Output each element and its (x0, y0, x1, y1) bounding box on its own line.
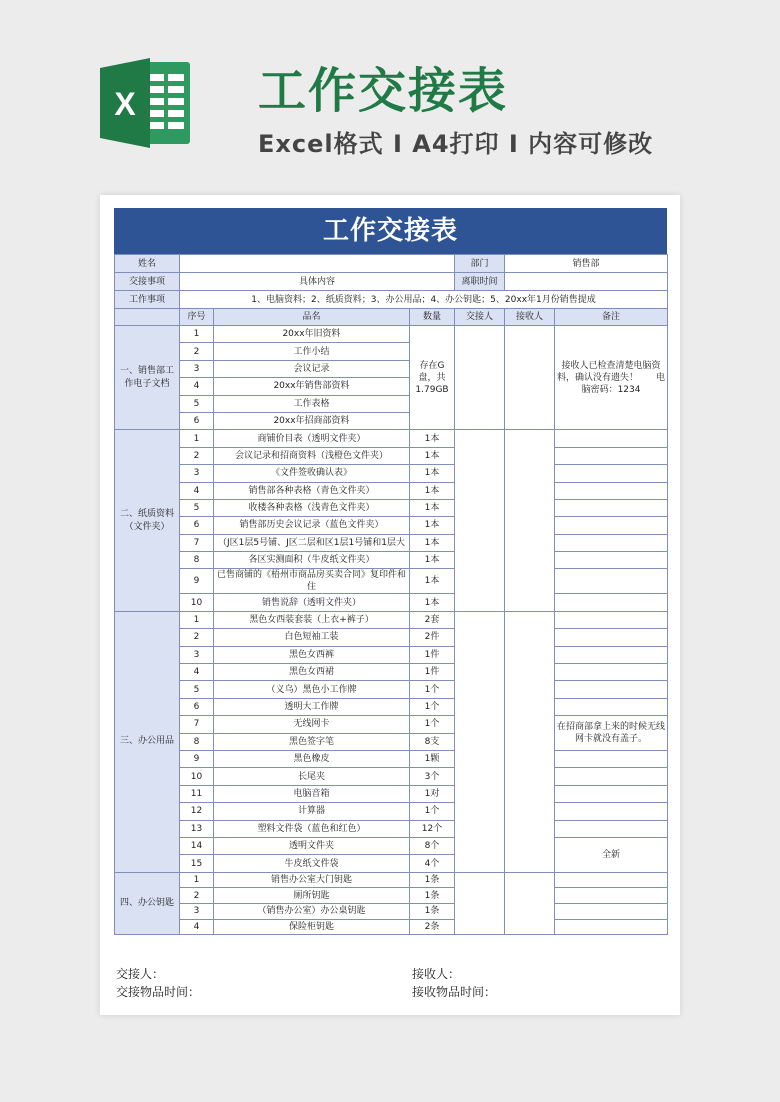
table-row (115, 326, 668, 343)
quantity-cell[interactable]: 1本 (410, 430, 455, 447)
banner (0, 0, 780, 190)
row-number: 5 (180, 395, 214, 412)
item-name[interactable]: 黑色签字笔 (214, 733, 410, 750)
column-header-row (115, 309, 668, 326)
row-number: 3 (180, 465, 214, 482)
quantity-cell[interactable]: 存在G盘，共1.79GB (410, 326, 455, 430)
table-row (115, 716, 668, 733)
quantity-cell[interactable]: 1本 (410, 569, 455, 594)
row-number: 1 (180, 430, 214, 447)
info-row-handover (115, 273, 668, 291)
note-cell[interactable] (555, 646, 668, 663)
quantity-cell[interactable]: 3个 (410, 768, 455, 785)
quantity-cell[interactable]: 12个 (410, 820, 455, 837)
quantity-cell[interactable]: 1本 (410, 552, 455, 569)
item-name[interactable]: 塑料文件袋（蓝色和红色） (214, 820, 410, 837)
note-cell[interactable] (555, 919, 668, 935)
table-row (115, 594, 668, 611)
table-row (115, 768, 668, 785)
table-row (115, 646, 668, 663)
quantity-cell[interactable]: 2件 (410, 629, 455, 646)
row-number: 7 (180, 716, 214, 733)
note-cell[interactable] (555, 517, 668, 534)
name-value[interactable] (180, 255, 455, 273)
row-number: 4 (180, 919, 214, 935)
table-row (115, 611, 668, 628)
note-header: 备注 (555, 309, 668, 326)
table-row (115, 698, 668, 715)
table-row (115, 430, 668, 447)
table-row (115, 517, 668, 534)
handover-item-label: 交接事项 (115, 273, 180, 291)
item-name[interactable]: 销售部历史会议记录（蓝色文件夹） (214, 517, 410, 534)
excel-icon (100, 58, 192, 148)
item-name[interactable]: 20xx年销售部资料 (214, 378, 410, 395)
item-name[interactable]: 会议记录 (214, 360, 410, 377)
row-number: 8 (180, 733, 214, 750)
item-name[interactable]: （义乌）黑色小工作牌 (214, 681, 410, 698)
row-number: 6 (180, 698, 214, 715)
table-row (115, 629, 668, 646)
quantity-cell[interactable]: 4个 (410, 855, 455, 872)
item-name[interactable]: 黑色女西裙 (214, 664, 410, 681)
note-cell[interactable] (555, 611, 668, 628)
handover-person-cell[interactable] (455, 430, 505, 612)
item-name[interactable]: 销售办公室大门钥匙 (214, 872, 410, 888)
row-number: 5 (180, 681, 214, 698)
row-number: 11 (180, 785, 214, 802)
quantity-cell[interactable]: 1条 (410, 903, 455, 919)
table-row (115, 664, 668, 681)
note-cell[interactable] (555, 594, 668, 611)
quantity-cell[interactable]: 1件 (410, 646, 455, 663)
receiver-header: 接收人 (505, 309, 555, 326)
row-number: 4 (180, 482, 214, 499)
handover-header: 交接人 (455, 309, 505, 326)
quantity-cell[interactable]: 8支 (410, 733, 455, 750)
leave-time-value[interactable] (505, 273, 668, 291)
handover-person-cell[interactable] (455, 872, 505, 934)
table-row (115, 681, 668, 698)
quantity-cell[interactable]: 1本 (410, 482, 455, 499)
note-cell[interactable] (555, 569, 668, 594)
item-name[interactable]: 透明大工作牌 (214, 698, 410, 715)
table-row (115, 750, 668, 767)
quantity-cell[interactable]: 1个 (410, 716, 455, 733)
quantity-cell[interactable]: 2套 (410, 611, 455, 628)
note-cell[interactable] (555, 785, 668, 802)
row-number: 9 (180, 750, 214, 767)
row-number: 2 (180, 888, 214, 904)
quantity-cell[interactable]: 1本 (410, 499, 455, 516)
quantity-cell[interactable]: 1对 (410, 785, 455, 802)
quantity-cell[interactable]: 2条 (410, 919, 455, 935)
category-cell: 二、纸质资料（文件夹） (115, 430, 180, 612)
note-cell[interactable] (555, 803, 668, 820)
note-cell[interactable] (555, 499, 668, 516)
row-number: 1 (180, 611, 214, 628)
item-name[interactable]: （销售办公室）办公桌钥匙 (214, 903, 410, 919)
item-name[interactable]: （J区1层5号铺、J区二层和区1层1号铺和1层大 (214, 534, 410, 551)
sheet-title: 工作交接表 (114, 208, 667, 254)
row-number: 15 (180, 855, 214, 872)
signature-footer (114, 965, 667, 1001)
item-name[interactable]: 白色短袖工装 (214, 629, 410, 646)
quantity-cell[interactable]: 1件 (410, 664, 455, 681)
receiver-label: 接收人： (412, 967, 461, 981)
excel-icon-letter: X (114, 86, 136, 122)
note-cell[interactable] (555, 552, 668, 569)
table-row (115, 820, 668, 837)
name-label: 姓名 (115, 255, 180, 273)
note-cell[interactable] (555, 698, 668, 715)
quantity-cell[interactable]: 1个 (410, 698, 455, 715)
item-name[interactable]: 黑色女西装套装（上衣+裤子） (214, 611, 410, 628)
table-row (115, 465, 668, 482)
item-name[interactable]: 黑色橡皮 (214, 750, 410, 767)
row-number: 6 (180, 517, 214, 534)
table-row (115, 903, 668, 919)
note-cell[interactable] (555, 430, 668, 447)
quantity-cell[interactable]: 1本 (410, 465, 455, 482)
row-number: 3 (180, 903, 214, 919)
item-name[interactable]: 已售商铺的《梧州市商品房买卖合同》复印件和住 (214, 569, 410, 594)
receiver-cell[interactable] (505, 430, 555, 612)
table-row (115, 447, 668, 464)
item-name[interactable]: 收楼各种表格（浅青色文件夹） (214, 499, 410, 516)
row-number: 1 (180, 872, 214, 888)
table-row (115, 552, 668, 569)
row-number: 1 (180, 326, 214, 343)
note-cell[interactable] (555, 768, 668, 785)
row-number: 9 (180, 569, 214, 594)
item-name[interactable]: 20xx年招商部资料 (214, 412, 410, 429)
item-name[interactable]: 工作表格 (214, 395, 410, 412)
item-name[interactable]: 商铺价目表（透明文件夹） (214, 430, 410, 447)
handover-person-label: 交接人： (116, 967, 165, 981)
quantity-cell[interactable]: 1个 (410, 803, 455, 820)
page-subtitle: Excel格式 I A4打印 I 内容可修改 (258, 130, 654, 158)
quantity-cell[interactable]: 1条 (410, 872, 455, 888)
item-name[interactable]: 各区实测面积（牛皮纸文件夹） (214, 552, 410, 569)
item-name[interactable]: 《文件签收确认表》 (214, 465, 410, 482)
note-cell[interactable] (555, 681, 668, 698)
table-row (115, 482, 668, 499)
row-number: 3 (180, 646, 214, 663)
item-header: 品名 (214, 309, 410, 326)
table-row (115, 919, 668, 935)
no-header: 序号 (180, 309, 214, 326)
category-cell: 三、办公用品 (115, 611, 180, 872)
row-number: 7 (180, 534, 214, 551)
table-row (115, 785, 668, 802)
handover-person-cell[interactable] (455, 611, 505, 872)
note-cell[interactable]: 接收人已检查清楚电脑资料，确认没有遗失！ 电脑密码：1234 (555, 326, 668, 430)
category-cell: 四、办公钥匙 (115, 872, 180, 934)
quantity-cell[interactable]: 1个 (410, 681, 455, 698)
row-number: 8 (180, 552, 214, 569)
document-paper (100, 195, 680, 1015)
dept-value[interactable]: 销售部 (505, 255, 668, 273)
receive-time-label: 接收物品时间： (412, 985, 497, 999)
table-row (115, 803, 668, 820)
note-cell[interactable] (555, 888, 668, 904)
row-number: 10 (180, 594, 214, 611)
item-name[interactable]: 厕所钥匙 (214, 888, 410, 904)
note-cell[interactable] (555, 447, 668, 464)
row-number: 10 (180, 768, 214, 785)
note-cell[interactable]: 在招商部拿上来的时候无线网卡就没有盖子。 (555, 716, 668, 751)
note-cell[interactable] (555, 664, 668, 681)
receiver-cell[interactable] (505, 326, 555, 430)
row-number: 13 (180, 820, 214, 837)
qty-header: 数量 (410, 309, 455, 326)
note-cell[interactable] (555, 534, 668, 551)
item-name[interactable]: 牛皮纸文件袋 (214, 855, 410, 872)
handover-item-value[interactable]: 具体内容 (180, 273, 455, 291)
quantity-cell[interactable]: 8个 (410, 837, 455, 854)
handover-person-cell[interactable] (455, 326, 505, 430)
quantity-cell[interactable]: 1本 (410, 594, 455, 611)
info-row-work (115, 291, 668, 309)
dept-label: 部门 (455, 255, 505, 273)
handover-time-label: 交接物品时间： (116, 985, 201, 999)
receiver-cell[interactable] (505, 872, 555, 934)
item-name[interactable]: 销售说辞（透明文件夹） (214, 594, 410, 611)
row-number: 2 (180, 343, 214, 360)
row-number: 14 (180, 837, 214, 854)
sheet (114, 208, 667, 935)
note-cell[interactable] (555, 820, 668, 837)
table-row (115, 569, 668, 594)
note-cell[interactable] (555, 750, 668, 767)
work-item-label: 工作事项 (115, 291, 180, 309)
row-number: 12 (180, 803, 214, 820)
item-name[interactable]: 长尾夹 (214, 768, 410, 785)
table-row (115, 837, 668, 854)
info-row-name (115, 255, 668, 273)
note-cell[interactable] (555, 903, 668, 919)
item-name[interactable]: 无线网卡 (214, 716, 410, 733)
note-cell[interactable] (555, 482, 668, 499)
item-name[interactable]: 黑色女西裤 (214, 646, 410, 663)
row-number: 6 (180, 412, 214, 429)
work-item-value[interactable]: 1、电脑资料；2、纸质资料；3、办公用品；4、办公钥匙；5、20xx年1月份销售提成 (180, 291, 668, 309)
row-number: 2 (180, 629, 214, 646)
item-name[interactable]: 20xx年旧资料 (214, 326, 410, 343)
row-number: 3 (180, 360, 214, 377)
note-cell[interactable]: 全新 (555, 837, 668, 872)
quantity-cell[interactable]: 1颗 (410, 750, 455, 767)
category-header-cell (115, 309, 180, 326)
item-name[interactable]: 工作小结 (214, 343, 410, 360)
category-cell: 一、销售部工作电子文档 (115, 326, 180, 430)
row-number: 5 (180, 499, 214, 516)
row-number: 4 (180, 664, 214, 681)
item-name[interactable]: 电脑音箱 (214, 785, 410, 802)
item-name[interactable]: 会议记录和招商资料（浅橙色文件夹） (214, 447, 410, 464)
row-number: 4 (180, 378, 214, 395)
item-name[interactable]: 计算器 (214, 803, 410, 820)
row-number: 2 (180, 447, 214, 464)
note-cell[interactable] (555, 465, 668, 482)
quantity-cell[interactable]: 1本 (410, 447, 455, 464)
item-name[interactable]: 透明文件夹 (214, 837, 410, 854)
table-row (115, 534, 668, 551)
note-cell[interactable] (555, 629, 668, 646)
item-name[interactable]: 销售部各种表格（青色文件夹） (214, 482, 410, 499)
table-row (115, 888, 668, 904)
note-cell[interactable] (555, 872, 668, 888)
page-title: 工作交接表 (258, 63, 509, 119)
table-row (115, 499, 668, 516)
receiver-cell[interactable] (505, 611, 555, 872)
leave-time-label: 离职时间 (455, 273, 505, 291)
item-name[interactable]: 保险柜钥匙 (214, 919, 410, 935)
quantity-cell[interactable]: 1本 (410, 517, 455, 534)
quantity-cell[interactable]: 1本 (410, 534, 455, 551)
handover-table (114, 254, 668, 935)
quantity-cell[interactable]: 1条 (410, 888, 455, 904)
table-row (115, 872, 668, 888)
